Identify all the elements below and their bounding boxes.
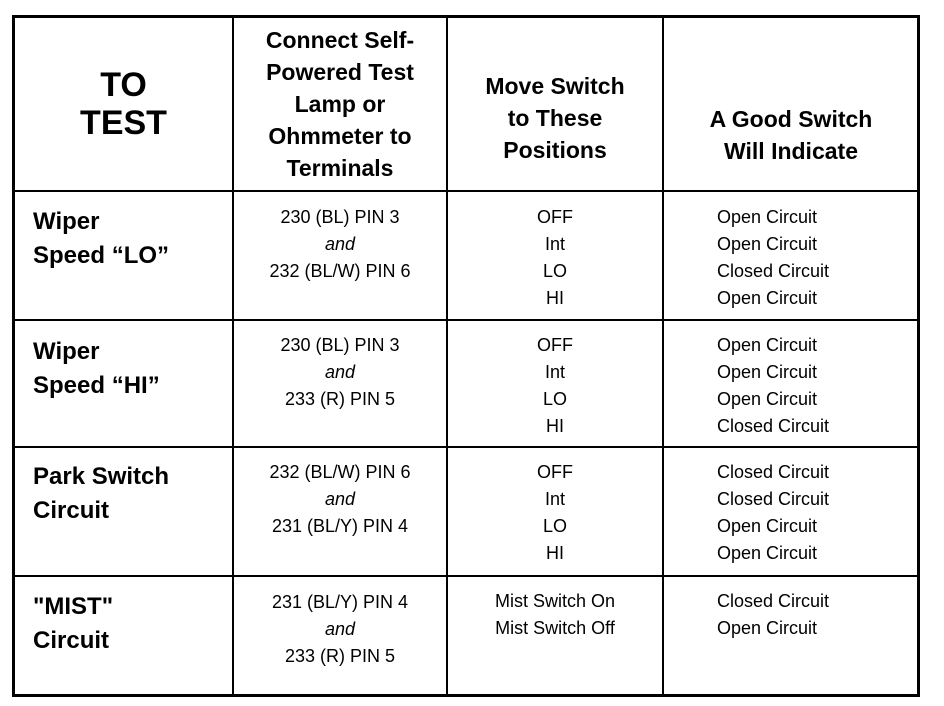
header-move-switch bbox=[448, 70, 662, 190]
row-terminals bbox=[234, 332, 446, 413]
terminal-connector: and bbox=[324, 362, 356, 382]
position-text: Mist Switch On bbox=[494, 591, 616, 611]
indication-text: Closed Circuit bbox=[717, 416, 830, 436]
position-text: LO bbox=[542, 261, 567, 281]
position-text: OFF bbox=[537, 335, 573, 355]
row-positions bbox=[448, 204, 662, 312]
header-text: Will Indicate bbox=[724, 138, 858, 164]
indication-text: Closed Circuit bbox=[717, 591, 830, 611]
row-positions bbox=[448, 588, 662, 642]
row-test-label bbox=[15, 205, 232, 273]
terminal-connector: and bbox=[324, 489, 356, 509]
header-text: A Good Switch bbox=[709, 106, 873, 132]
terminal-text: 233 (R) PIN 5 bbox=[284, 389, 396, 409]
terminal-text: 230 (BL) PIN 3 bbox=[280, 207, 400, 227]
header-text: Move Switch bbox=[485, 73, 625, 99]
indication-text: Open Circuit bbox=[717, 207, 818, 227]
row-divider bbox=[12, 575, 920, 577]
position-text: HI bbox=[546, 543, 564, 563]
row-divider bbox=[12, 319, 920, 321]
test-name: Park Switch bbox=[33, 463, 170, 490]
indication-text: Open Circuit bbox=[717, 335, 818, 355]
indication-text: Open Circuit bbox=[717, 234, 818, 254]
header-text: Positions bbox=[503, 137, 607, 163]
position-text: Int bbox=[544, 234, 565, 254]
terminal-connector: and bbox=[324, 234, 356, 254]
indication-text: Open Circuit bbox=[717, 543, 818, 563]
position-text: HI bbox=[546, 288, 564, 308]
row-divider bbox=[12, 446, 920, 448]
row-indications bbox=[717, 332, 917, 440]
indication-text: Open Circuit bbox=[717, 362, 818, 382]
row-terminals bbox=[234, 459, 446, 540]
test-name: Speed “HI” bbox=[33, 372, 160, 399]
row-test-label bbox=[15, 335, 232, 403]
header-text: Powered Test bbox=[266, 59, 414, 85]
test-name: Circuit bbox=[33, 627, 110, 654]
position-text: OFF bbox=[537, 207, 573, 227]
header-text: Terminals bbox=[286, 155, 394, 181]
position-text: LO bbox=[542, 389, 567, 409]
row-test-label bbox=[15, 590, 232, 658]
indication-text: Closed Circuit bbox=[717, 261, 830, 281]
test-name: "MIST" bbox=[33, 593, 114, 620]
indication-text: Open Circuit bbox=[717, 288, 818, 308]
test-name: Wiper bbox=[33, 208, 100, 235]
position-text: LO bbox=[542, 516, 567, 536]
indication-text: Open Circuit bbox=[717, 516, 818, 536]
row-test-label bbox=[15, 460, 232, 528]
header-text: Connect Self- bbox=[265, 27, 415, 53]
row-terminals bbox=[234, 204, 446, 285]
row-divider bbox=[12, 190, 920, 192]
row-indications bbox=[717, 459, 917, 567]
header-connect bbox=[234, 18, 446, 190]
test-name: Wiper bbox=[33, 338, 100, 365]
header-to-test bbox=[15, 18, 232, 190]
position-text: Mist Switch Off bbox=[495, 618, 615, 638]
terminal-text: 231 (BL/Y) PIN 4 bbox=[271, 592, 409, 612]
indication-text: Open Circuit bbox=[717, 389, 818, 409]
row-positions bbox=[448, 459, 662, 567]
terminal-connector: and bbox=[324, 619, 356, 639]
header-text: to These bbox=[507, 105, 603, 131]
test-name: Speed “LO” bbox=[33, 242, 170, 269]
terminal-text: 233 (R) PIN 5 bbox=[284, 646, 396, 666]
position-text: OFF bbox=[537, 462, 573, 482]
header-text: Ohmmeter to bbox=[268, 123, 412, 149]
terminal-text: 232 (BL/W) PIN 6 bbox=[269, 462, 411, 482]
terminal-text: 231 (BL/Y) PIN 4 bbox=[271, 516, 409, 536]
row-positions bbox=[448, 332, 662, 440]
position-text: Int bbox=[544, 489, 565, 509]
row-indications bbox=[717, 588, 917, 642]
header-text: TEST bbox=[80, 104, 167, 142]
terminal-text: 232 (BL/W) PIN 6 bbox=[269, 261, 411, 281]
position-text: HI bbox=[546, 416, 564, 436]
row-indications bbox=[717, 204, 917, 312]
header-text: TO bbox=[100, 66, 147, 104]
indication-text: Open Circuit bbox=[717, 618, 818, 638]
terminal-text: 230 (BL) PIN 3 bbox=[280, 335, 400, 355]
indication-text: Closed Circuit bbox=[717, 489, 830, 509]
header-text: Lamp or bbox=[294, 91, 386, 117]
position-text: Int bbox=[544, 362, 565, 382]
header-good-switch bbox=[664, 103, 918, 190]
test-name: Circuit bbox=[33, 497, 110, 524]
row-terminals bbox=[234, 589, 446, 670]
indication-text: Closed Circuit bbox=[717, 462, 830, 482]
